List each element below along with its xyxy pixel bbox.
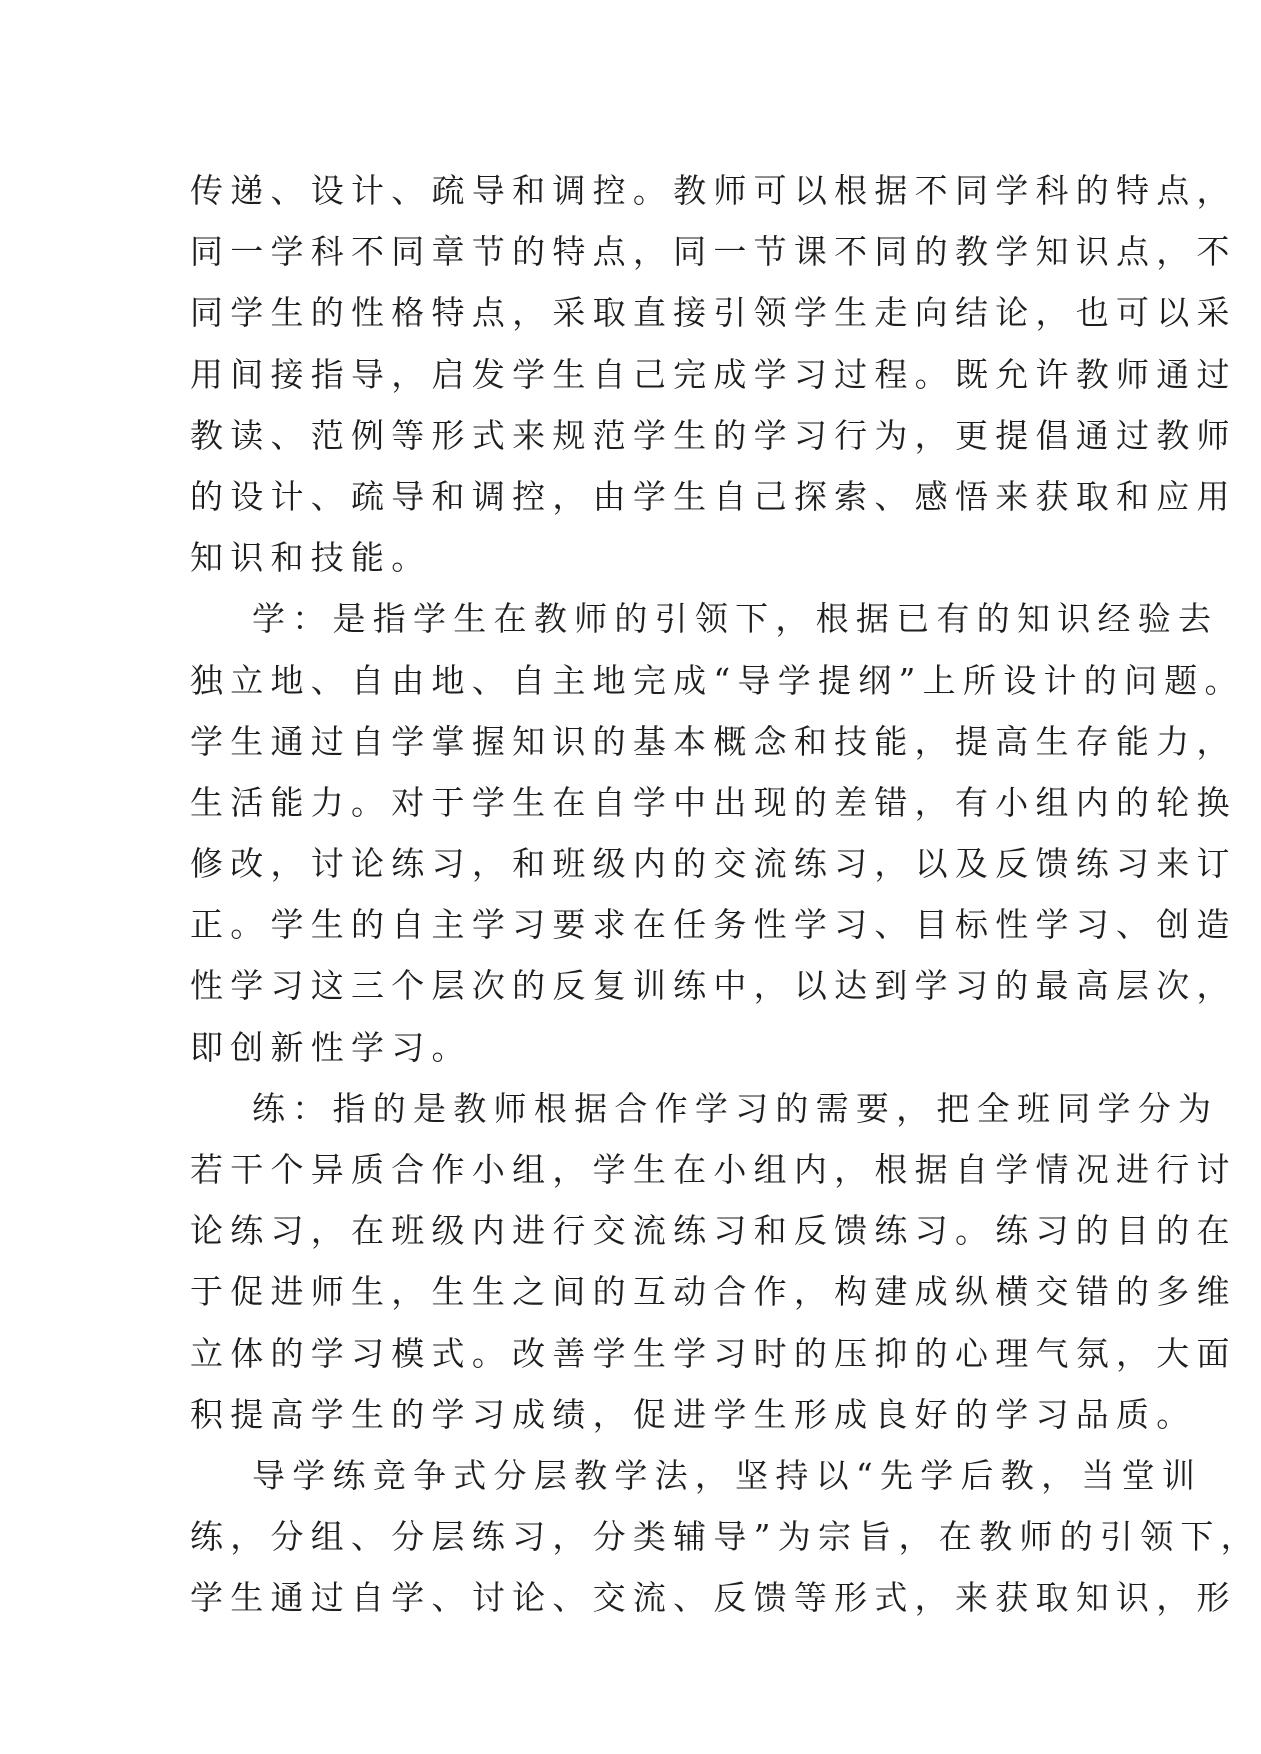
text-line: 即创新性学习。 xyxy=(190,1027,472,1067)
text-line: 学生通过自学、讨论、交流、反馈等形式，来获取知识，形 xyxy=(190,1578,1237,1618)
text-line: 修改，讨论练习，和班级内的交流练习，以及反馈练习来订 xyxy=(190,844,1237,884)
text-line: 生活能力。对于学生在自学中出现的差错，有小组内的轮换 xyxy=(190,782,1237,822)
text-line: 积提高学生的学习成绩，促进学生形成良好的学习品质。 xyxy=(190,1394,1197,1434)
text-line: 知识和技能。 xyxy=(190,538,432,578)
paragraph-first-line: 导学练竞争式分层教学法，坚持以“先学后教，当堂训 xyxy=(252,1455,1203,1495)
paragraph-first-line: 练：指的是教师根据合作学习的需要，把全班同学分为 xyxy=(252,1088,1219,1128)
text-line: 性学习这三个层次的反复训练中，以达到学习的最高层次， xyxy=(190,966,1237,1006)
paragraph-first-line: 学：是指学生在教师的引领下，根据已有的知识经验去 xyxy=(252,599,1219,639)
text-line: 独立地、自由地、自主地完成“导学提纲”上所设计的问题。 xyxy=(190,660,1245,700)
text-line: 用间接指导，启发学生自己完成学习过程。既允许教师通过 xyxy=(190,354,1237,394)
text-line: 同学生的性格特点，采取直接引领学生走向结论，也可以采 xyxy=(190,293,1237,333)
document-body xyxy=(190,160,1261,1629)
text-line: 传递、设计、疏导和调控。教师可以根据不同学科的特点， xyxy=(190,171,1237,210)
text-line: 练，分组、分层练习，分类辅导”为宗旨，在教师的引领下， xyxy=(190,1517,1261,1557)
text-line: 于促进师生，生生之间的互动合作，构建成纵横交错的多维 xyxy=(190,1272,1237,1312)
text-line: 正。学生的自主学习要求在任务性学习、目标性学习、创造 xyxy=(190,905,1237,945)
text-line: 同一学科不同章节的特点，同一节课不同的教学知识点，不 xyxy=(190,232,1237,272)
text-line: 论练习，在班级内进行交流练习和反馈练习。练习的目的在 xyxy=(190,1211,1237,1251)
text-line: 立体的学习模式。改善学生学习时的压抑的心理气氛，大面 xyxy=(190,1333,1237,1373)
text-line: 教读、范例等形式来规范学生的学习行为，更提倡通过教师 xyxy=(190,415,1237,455)
text-line: 学生通过自学掌握知识的基本概念和技能，提高生存能力， xyxy=(190,721,1237,761)
text-line: 的设计、疏导和调控，由学生自己探索、感悟来获取和应用 xyxy=(190,476,1237,516)
text-line: 若干个异质合作小组，学生在小组内，根据自学情况进行讨 xyxy=(190,1150,1237,1189)
